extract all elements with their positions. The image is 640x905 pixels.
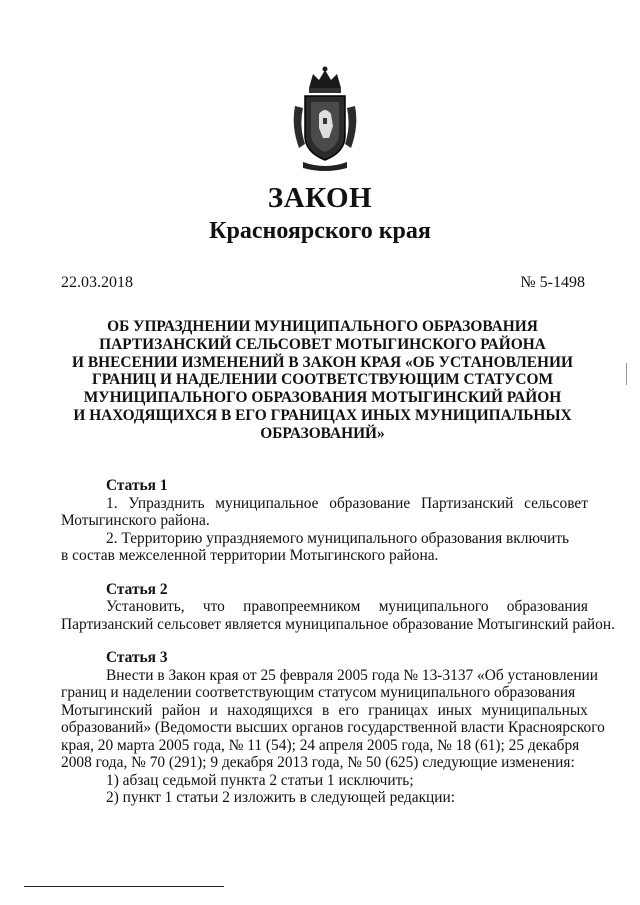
law-date: 22.03.2018 [61, 274, 133, 291]
heading-line: И ВНЕСЕНИИ ИЗМЕНЕНИЙ В ЗАКОН КРАЯ «ОБ УСТАНОВЛЕНИИ [72, 353, 573, 371]
article-1-para-2-line-1: 2. Территорию упраздняемого муниципального образования включить [106, 529, 570, 547]
scan-artifact [626, 363, 627, 385]
article-1-para-2-line-2: в состав межселенной территории Мотыгинского района. [61, 547, 439, 564]
article-2-title: Статья 2 [106, 580, 168, 598]
article-3-item-1: 1) абзац седьмой пункта 2 статьи 1 исключить; [106, 771, 414, 789]
article-3-line-2: границ и наделении соответствующим статусом муниципального образования [61, 684, 576, 701]
article-3-line-6: 2008 года, № 70 (291); 9 декабря 2013 года, № 50 (625) следующие изменения: [61, 754, 575, 771]
law-heading [70, 318, 575, 443]
heading-line: И НАХОДЯЩИХСЯ В ЕГО ГРАНИЦАХ ИНЫХ МУНИЦИПАЛЬНЫХ [73, 406, 572, 424]
article-3-line-5: края, 20 марта 2005 года, № 11 (54); 24 апреля 2005 года, № 18 (61); 25 декабря [61, 736, 580, 754]
article-3-line-4: образований» (Ведомости высших органов государственной власти Красноярского [61, 719, 605, 736]
law-subtitle: Красноярского края [209, 218, 431, 244]
coat-of-arms-icon [289, 66, 361, 174]
law-title: ЗАКОН [267, 182, 373, 214]
article-3-line-3: Мотыгинский район и находящихся в его границах иных муниципальных [61, 701, 588, 719]
article-3-title: Статья 3 [106, 649, 168, 666]
heading-line: ОБРАЗОВАНИЙ» [260, 424, 385, 442]
article-1-title: Статья 1 [106, 477, 168, 494]
article-1-para-1-line-1: 1. Упразднить муниципальное образование Партизанский сельсовет [106, 494, 588, 512]
heading-line: ГРАНИЦ И НАДЕЛЕНИИ СООТВЕТСТВУЮЩИМ СТАТУСОМ [91, 371, 554, 389]
law-number: № 5-1498 [520, 274, 585, 291]
article-1-para-1-line-2: Мотыгинского района. [61, 512, 210, 529]
footer-rule [24, 886, 224, 887]
article-2-line-1: Установить, что правопреемником муниципального образования [106, 598, 588, 615]
article-3-line-1: Внести в Закон края от 25 февраля 2005 года № 13-3137 «Об установлении [106, 666, 599, 684]
heading-line: МУНИЦИПАЛЬНОГО ОБРАЗОВАНИЯ МОТЫГИНСКИЙ РАЙОН [83, 389, 562, 407]
heading-line: ОБ УПРАЗДНЕНИИ МУНИЦИПАЛЬНОГО ОБРАЗОВАНИЯ [107, 318, 538, 335]
article-2-line-2: Партизанский сельсовет является муниципальное образование Мотыгинский район. [61, 615, 615, 633]
article-3-item-2: 2) пункт 1 статьи 2 изложить в следующей редакции: [106, 789, 456, 806]
law-body [61, 477, 615, 807]
heading-line: ПАРТИЗАНСКИЙ СЕЛЬСОВЕТ МОТЫГИНСКОГО РАЙОНА [99, 335, 546, 353]
